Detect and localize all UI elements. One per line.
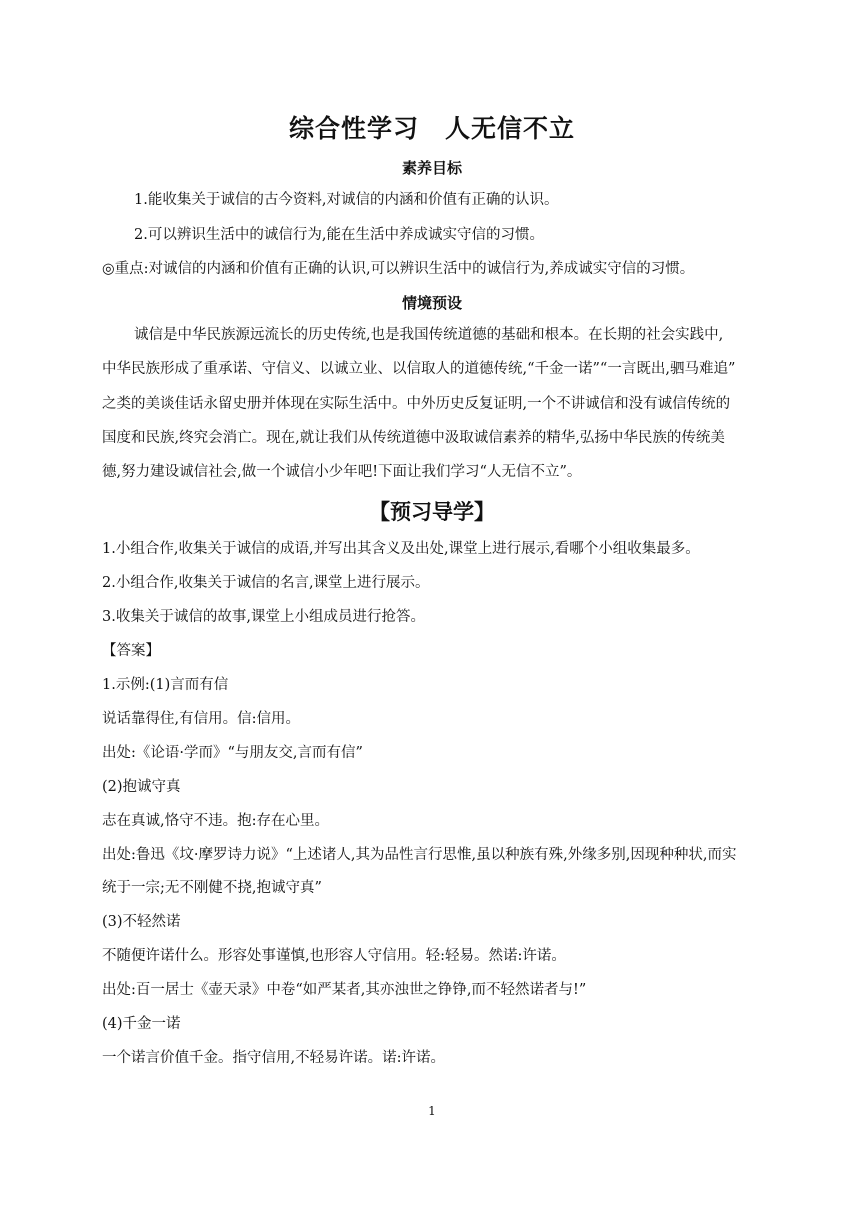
answer-line: 1.示例:(1)言而有信: [102, 677, 229, 693]
page-number: 1: [428, 1104, 436, 1118]
answer-line: 出处:《论语·学而》“与朋友交,言而有信”: [102, 745, 363, 761]
answer-line: 说话靠得住,有信用。信:信用。: [102, 711, 300, 727]
answer-label: 【答案】: [102, 643, 160, 659]
scenario-line: 国度和民族,终究会消亡。现在,就让我们从传统道德中汲取诚信素养的精华,弘扬中华民族的传统美: [102, 430, 725, 446]
answer-line: 统于一宗;无不刚健不挠,抱诚守真”: [102, 880, 322, 896]
preview-task: 3.收集关于诚信的故事,课堂上小组成员进行抢答。: [102, 609, 425, 625]
scenario-heading: 情境预设: [401, 294, 462, 312]
answer-line: 出处:百一居士《壶天录》中卷“如严某者,其亦浊世之铮铮,而不轻然诺者与!”: [102, 982, 587, 998]
goal-item: 1.能收集关于诚信的古今资料,对诚信的内涵和价值有正确的认识。: [134, 192, 559, 208]
answer-line: 一个诺言价值千金。指守信用,不轻易许诺。诺:许诺。: [102, 1050, 445, 1066]
answer-line: 志在真诚,恪守不违。抱:存在心里。: [102, 813, 329, 829]
preview-task: 1.小组合作,收集关于诚信的成语,并写出其含义及出处,课堂上进行展示,看哪个小组收集最多。: [102, 541, 700, 557]
key-point: ◎重点:对诚信的内涵和价值有正确的认识,可以辨识生活中的诚信行为,养成诚实守信的习惯。: [102, 261, 695, 277]
answer-line: (2)抱诚守真: [102, 779, 181, 795]
goal-item: 2.可以辨识生活中的诚信行为,能在生活中养成诚实守信的习惯。: [134, 227, 544, 243]
answer-line: 出处:鲁迅《坟·摩罗诗力说》“上述诸人,其为品性言行思惟,虽以种族有殊,外缘多别,因现种种状,而实: [102, 847, 737, 863]
answer-line: (3)不轻然诺: [102, 914, 181, 930]
page-title: 综合性学习 人无信不立: [288, 114, 575, 143]
preview-task: 2.小组合作,收集关于诚信的名言,课堂上进行展示。: [102, 575, 430, 591]
answer-line: (4)千金一诺: [102, 1016, 181, 1032]
scenario-line: 德,努力建设诚信社会,做一个诚信小少年吧!下面让我们学习“人无信不立”。: [102, 464, 582, 480]
goals-heading: 素养目标: [401, 159, 462, 177]
scenario-line: 诚信是中华民族源远流长的历史传统,也是我国传统道德的基础和根本。在长期的社会实践中,: [134, 327, 724, 343]
answer-line: 不随便许诺什么。形容处事谨慎,也形容人守信用。轻:轻易。然诺:许诺。: [102, 948, 566, 964]
scenario-line: 中华民族形成了重承诺、守信义、以诚立业、以信取人的道德传统,“千金一诺”“一言既出,驷马难追”: [102, 361, 736, 377]
scenario-line: 之类的美谈佳话永留史册并体现在实际生活中。中外历史反复证明,一个不讲诚信和没有诚信传统的: [102, 396, 731, 412]
preview-heading: 【预习导学】: [369, 500, 495, 524]
